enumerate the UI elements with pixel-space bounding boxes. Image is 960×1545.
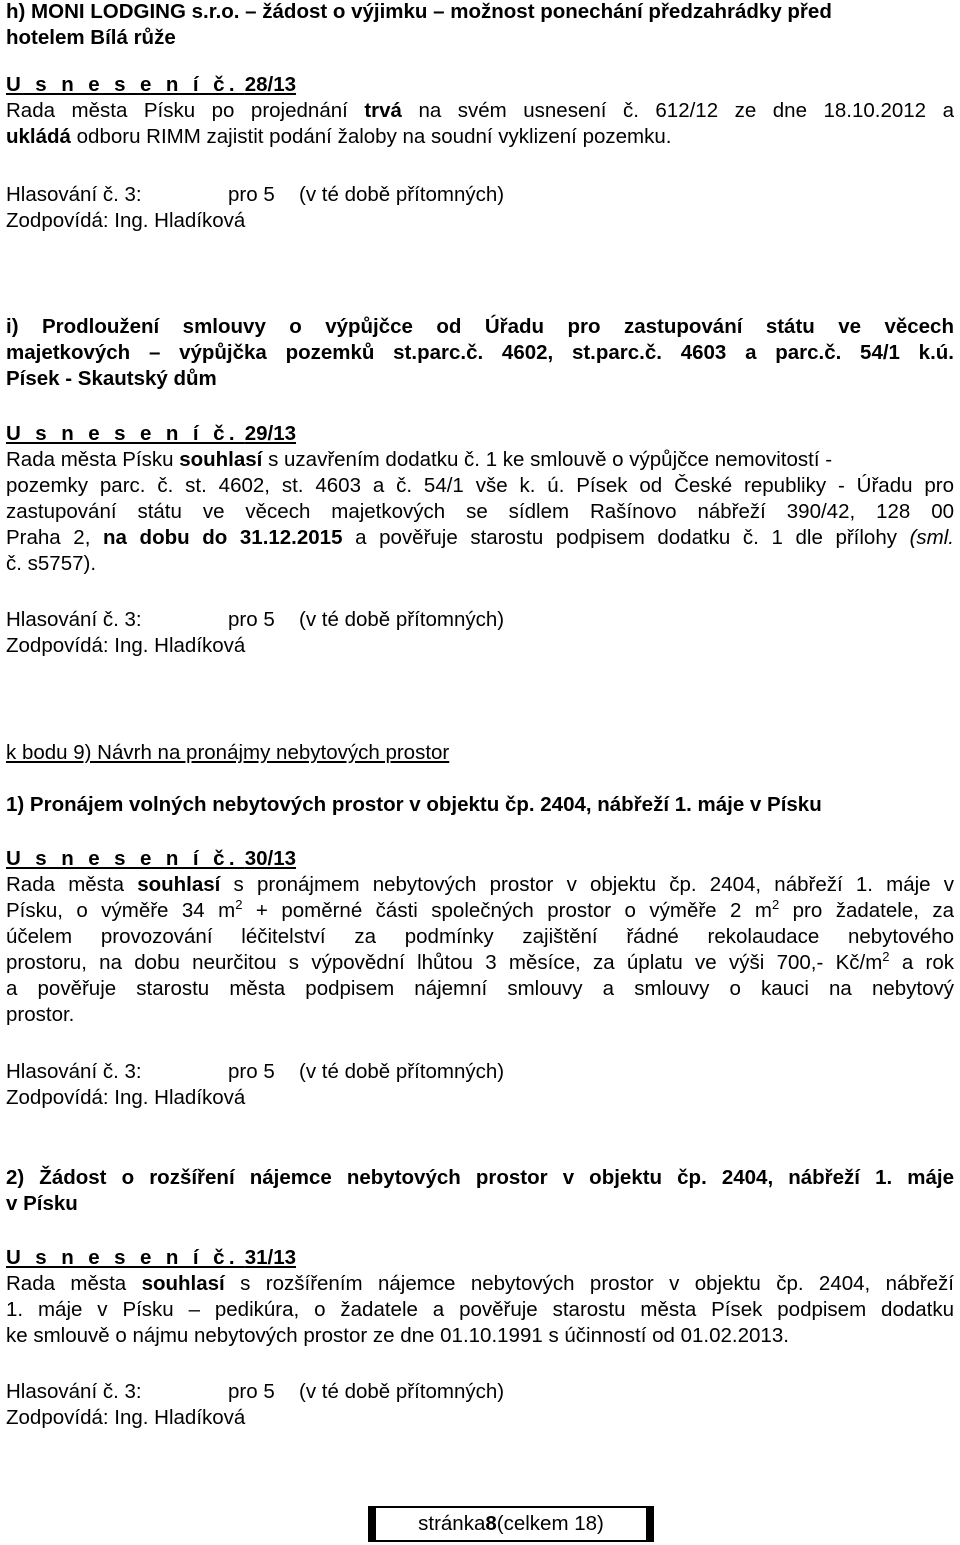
resolution-29: [6, 421, 954, 577]
resolution-28: [6, 72, 954, 150]
resolution-label: U s n e s e n í č.: [6, 847, 240, 870]
resolution-label: U s n e s e n í č.: [6, 1246, 240, 1269]
resolution-text-line: a pověřuje starostu města podpisem nájemní smlouvy a smlouvy o kauci na nebytový: [6, 977, 954, 1000]
resolution-text-line: Rada města Písku souhlasí s uzavřením dodatku č. 1 ke smlouvě o výpůjčce nemovitostí -: [6, 448, 833, 471]
resolution-text-line: prostor.: [6, 1003, 75, 1026]
vote-line: Hlasování č. 3: pro 5 (v té době přítomných): [6, 183, 505, 206]
resolution-text-line: 1. máje v Písku – pedikúra, o žadatele a pověřuje starostu města Písek podpisem dodatku: [6, 1298, 954, 1321]
vote-line: Hlasování č. 3: pro 5 (v té době přítomných): [6, 1060, 505, 1083]
resolution-text-line: Rada města souhlasí s pronájmem nebytových prostor v objektu čp. 2404, nábřeží 1. máje v: [6, 873, 954, 896]
resolution-30: [6, 846, 954, 1028]
resolution-label: U s n e s e n í č.: [6, 422, 240, 445]
resolution-31: [6, 1245, 954, 1349]
resolution-text-line: Rada města Písku po projednání trvá na svém usnesení č. 612/12 ze dne 18.10.2012 a: [6, 99, 954, 122]
resolution-text-line: ke smlouvě o nájmu nebytových prostor ze dne 01.10.1991 s účinností od 01.02.2013.: [6, 1324, 789, 1347]
resolution-text-line: č. s5757).: [6, 552, 97, 575]
item-1-heading: 1) Pronájem volných nebytových prostor v objektu čp. 2404, nábřeží 1. máje v Písku: [6, 793, 822, 816]
resolution-text-line: účelem provozování léčitelství za podmínky zajištění řádné rekolaudace nebytového: [6, 925, 954, 948]
resolution-number: 30/13: [244, 847, 297, 870]
section-i-heading: i) Prodloužení smlouvy o výpůjčce od Úřadu pro zastupování státu ve věcech majetkových – výpůjčka pozemků st.parc.č. 4602, st.parc.č. 4603 a parc.č. 54/1 k.ú. Písek - Skautský dům: [6, 315, 954, 390]
section-h-heading: h) MONI LODGING s.r.o. – žádost o výjimku – možnost ponechání předzahrádky před hotelem Bílá růže: [6, 0, 832, 49]
page-number-box: stránka 8 (celkem 18): [368, 1506, 654, 1542]
page-number: 8: [485, 1512, 497, 1535]
agenda-item-title: k bodu 9) Návrh na pronájmy nebytových prostor: [6, 741, 450, 764]
vote-line: Hlasování č. 3: pro 5 (v té době přítomných): [6, 608, 505, 631]
responsible-line: Zodpovídá: Ing. Hladíková: [6, 634, 246, 657]
resolution-text-line: pozemky parc. č. st. 4602, st. 4603 a č. 54/1 vše k. ú. Písek od České republiky - Úřadu pro: [6, 474, 954, 497]
resolution-text-line: prostoru, na dobu neurčitou s výpovědní lhůtou 3 měsíce, za úplatu ve výši 700,- $Kč/m^2$ a rok: [6, 950, 954, 974]
resolution-number: 29/13: [244, 422, 297, 445]
resolution-label: U s n e s e n í č.: [6, 73, 240, 96]
vote-line: Hlasování č. 3: pro 5 (v té době přítomných): [6, 1380, 505, 1403]
responsible-line: Zodpovídá: Ing. Hladíková: [6, 1086, 246, 1109]
resolution-text-line: ukládá odboru RIMM zajistit podání žaloby na soudní vyklizení pozemku.: [6, 125, 672, 148]
resolution-number: 31/13: [244, 1246, 297, 1269]
item-2-heading: 2) Žádost o rozšíření nájemce nebytových prostor v objektu čp. 2404, nábřeží 1. máje v Písku: [6, 1166, 954, 1215]
resolution-text-line: zastupování státu ve věcech majetkových se sídlem Rašínovo nábřeží 390/42, 128 00: [6, 500, 954, 523]
resolution-number: 28/13: [244, 73, 297, 96]
resolution-text-line: Rada města souhlasí s rozšířením nájemce nebytových prostor v objektu čp. 2404, nábřeží: [6, 1272, 954, 1295]
resolution-text-line: Praha 2, na dobu do 31.12.2015 a pověřuje starostu podpisem dodatku č. 1 dle přílohy (sml.: [6, 526, 954, 549]
resolution-text-line: Písku, o výměře 34 $m^2$ + poměrné části společných prostor o výměře 2 $m^2$ pro žadatele, za: [6, 898, 954, 922]
responsible-line: Zodpovídá: Ing. Hladíková: [6, 1406, 246, 1429]
responsible-line: Zodpovídá: Ing. Hladíková: [6, 209, 246, 232]
